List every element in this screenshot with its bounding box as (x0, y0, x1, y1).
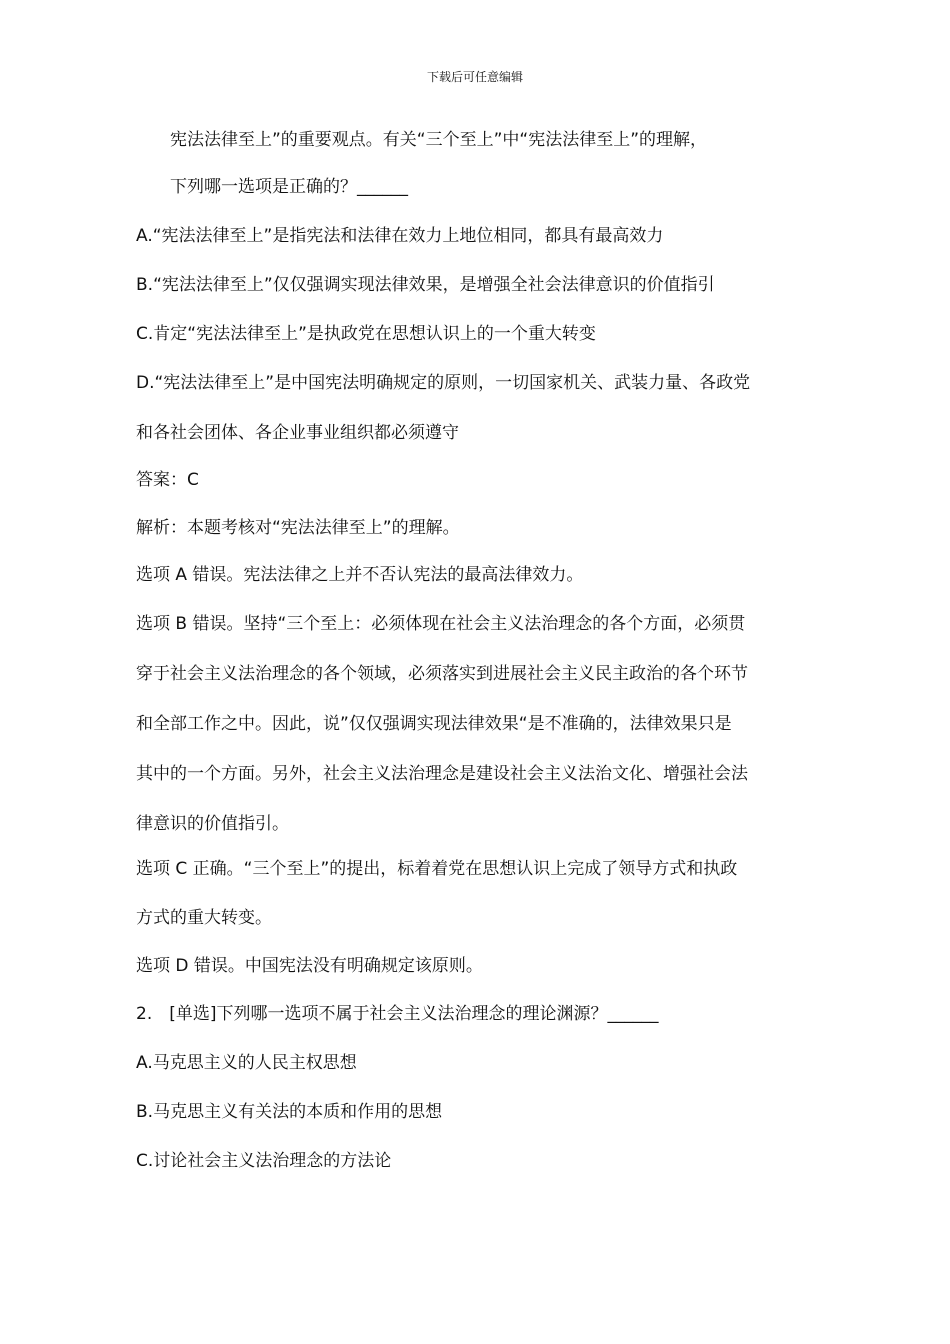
option-d-line-2: 和各社会团体、各企业事业组织都必须遵守 (136, 423, 459, 443)
option-c: C.肯定“宪法法律至上”是执政党在思想认识上的一个重大转变 (136, 324, 596, 344)
question-stem-line-1: 宪法法律至上”的重要观点。有关“三个至上”中“宪法法律至上”的理解， (170, 130, 708, 150)
analysis-option-b-line-1: 选项 B 错误。坚持“三个至上：必须体现在社会主义法治理念的各个方面，必须贯 (136, 614, 746, 634)
analysis-option-c-line-2: 方式的重大转变。 (136, 908, 272, 928)
option-d-line-1: D.“宪法法律至上”是中国宪法明确规定的原则，一切国家机关、武装力量、各政党 (136, 373, 751, 393)
analysis-intro: 解析：本题考核对“宪法法律至上”的理解。 (136, 518, 460, 538)
question-2-stem: 2. [单选]下列哪一选项不属于社会主义法治理念的理论渊源？______ (136, 1004, 659, 1024)
page-header: 下载后可任意编辑 (426, 70, 523, 84)
analysis-option-c-line-1: 选项 C 正确。“三个至上”的提出，标着着党在思想认识上完成了领导方式和执政 (136, 859, 738, 879)
analysis-option-b-line-2: 穿于社会主义法治理念的各个领域，必须落实到进展社会主义民主政治的各个环节 (136, 664, 748, 684)
question-2-option-a: A.马克思主义的人民主权思想 (136, 1053, 357, 1073)
question-2-option-b: B.马克思主义有关法的本质和作用的思想 (136, 1102, 443, 1122)
answer: 答案：C (136, 470, 199, 490)
analysis-option-d: 选项 D 错误。中国宪法没有明确规定该原则。 (136, 956, 483, 976)
analysis-option-b-line-3: 和全部工作之中。因此，说”仅仅强调实现法律效果“是不准确的，法律效果只是 (136, 714, 732, 734)
question-2-option-c: C.讨论社会主义法治理念的方法论 (136, 1151, 392, 1171)
question-stem-line-2: 下列哪一选项是正确的？______ (170, 177, 408, 197)
option-a: A.“宪法法律至上”是指宪法和法律在效力上地位相同，都具有最高效力 (136, 226, 664, 246)
analysis-option-b-line-5: 律意识的价值指引。 (136, 814, 289, 834)
analysis-option-a: 选项 A 错误。宪法法律之上并不否认宪法的最高法律效力。 (136, 565, 584, 585)
analysis-option-b-line-4: 其中的一个方面。另外，社会主义法治理念是建设社会主义法治文化、增强社会法 (136, 764, 748, 784)
option-b: B.“宪法法律至上”仅仅强调实现法律效果，是增强全社会法律意识的价值指引 (136, 275, 715, 295)
